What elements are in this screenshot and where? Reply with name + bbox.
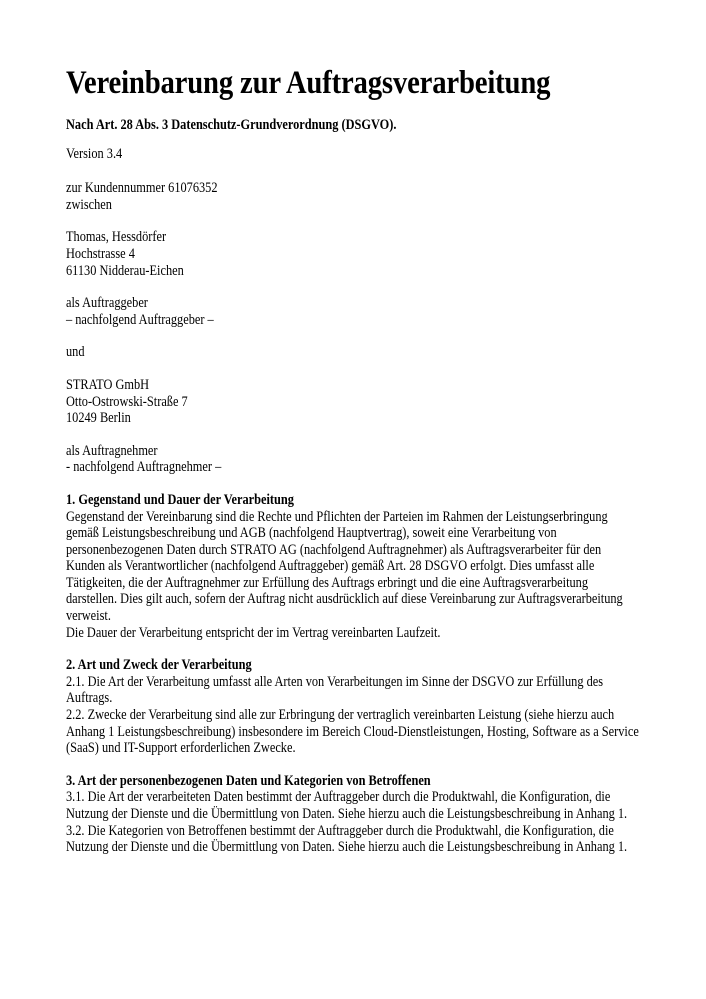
contractor-role-note: - nachfolgend Auftragnehmer – <box>66 459 222 476</box>
section-3 <box>66 773 640 856</box>
section-2 <box>66 657 640 757</box>
client-address-block <box>66 229 640 279</box>
client-role-line: als Auftraggeber <box>66 295 148 312</box>
section-3-paragraph-2: 3.2. Die Kategorien von Betroffenen bestimmt der Auftraggeber durch die Produktwahl, die Konfiguration, die Nutzung der Dienste und die Übermittlung von Daten. Siehe hierzu auch die Leistungsbeschreibung in Anhang 1. <box>66 822 628 856</box>
conjunction-label: und <box>66 344 85 361</box>
section-1-paragraph-2: Die Dauer der Verarbeitung entspricht der im Vertrag vereinbarten Laufzeit. <box>66 624 441 641</box>
document-content <box>66 66 640 856</box>
document-title: Vereinbarung zur Auftragsverarbeitung <box>66 65 551 101</box>
section-2-paragraph-2: 2.2. Zwecke der Verarbeitung sind alle zur Erbringung der vertraglich vereinbarten Leistung (siehe hierzu auch Anhang 1 Leistungsbeschreibung) insbesondere im Bereich Cloud-Dienstleistungen, Hosting, Software as a Service (SaaS) und IT-Support erforderlichen Zwecke. <box>66 707 639 757</box>
between-label: zwischen <box>66 196 112 213</box>
contractor-role-block <box>66 443 640 476</box>
client-role-block <box>66 295 640 328</box>
contractor-city: 10249 Berlin <box>66 410 131 427</box>
contractor-role-line: als Auftragnehmer <box>66 442 158 459</box>
client-role-note: – nachfolgend Auftraggeber – <box>66 311 214 328</box>
customer-number-line: zur Kundennummer 61076352 <box>66 180 218 197</box>
section-3-heading: 3. Art der personenbezogenen Daten und Kategorien von Betroffenen <box>66 772 431 789</box>
client-city: 61130 Nidderau-Eichen <box>66 262 184 279</box>
section-1 <box>66 492 640 641</box>
section-2-paragraph-1: 2.1. Die Art der Verarbeitung umfasst alle Arten von Verarbeitungen im Sinne der DSGVO zur Erfüllung des Auftrags. <box>66 673 604 707</box>
client-name: Thomas, Hessdörfer <box>66 229 167 246</box>
contractor-name: STRATO GmbH <box>66 376 150 393</box>
contractor-address-block <box>66 377 640 427</box>
client-street: Hochstrasse 4 <box>66 245 135 262</box>
customer-block <box>66 180 640 213</box>
version-label: Version 3.4 <box>66 145 123 162</box>
conjunction-block <box>66 344 640 361</box>
section-2-heading: 2. Art und Zweck der Verarbeitung <box>66 657 252 674</box>
document-subtitle: Nach Art. 28 Abs. 3 Datenschutz-Grundverordnung (DSGVO). <box>66 117 397 133</box>
section-1-paragraph-1: Gegenstand der Vereinbarung sind die Rechte und Pflichten der Parteien im Rahmen der Leistungserbringung gemäß Leistungsbeschreibung und AGB (nachfolgend Hauptvertrag), soweit eine Verarbeitung von personenbezogenen Daten durch STRATO AG (nachfolgend Auftragnehmer) als Auftragsverarbeiter für den Kunden als Verantwortlicher (nachfolgend Auftraggeber) gemäß Art. 28 DSGVO erfolgt. Dies umfasst alle Tätigkeiten, die der Auftragnehmer zur Erfüllung des Auftrags erbringt und die eine Auftragsverarbeitung darstellen. Dies gilt auch, sofern der Auftrag nicht ausdrücklich auf diese Vereinbarung zur Auftragsverarbeitung verweist. <box>66 508 623 625</box>
section-3-paragraph-1: 3.1. Die Art der verarbeiteten Daten bestimmt der Auftraggeber durch die Produktwahl, die Konfiguration, die Nutzung der Dienste und die Übermittlung von Daten. Siehe hierzu auch die Leistungsbeschreibung in Anhang 1. <box>66 789 628 822</box>
section-1-heading: 1. Gegenstand und Dauer der Verarbeitung <box>66 491 294 508</box>
contractor-street: Otto-Ostrowski-Straße 7 <box>66 393 188 410</box>
